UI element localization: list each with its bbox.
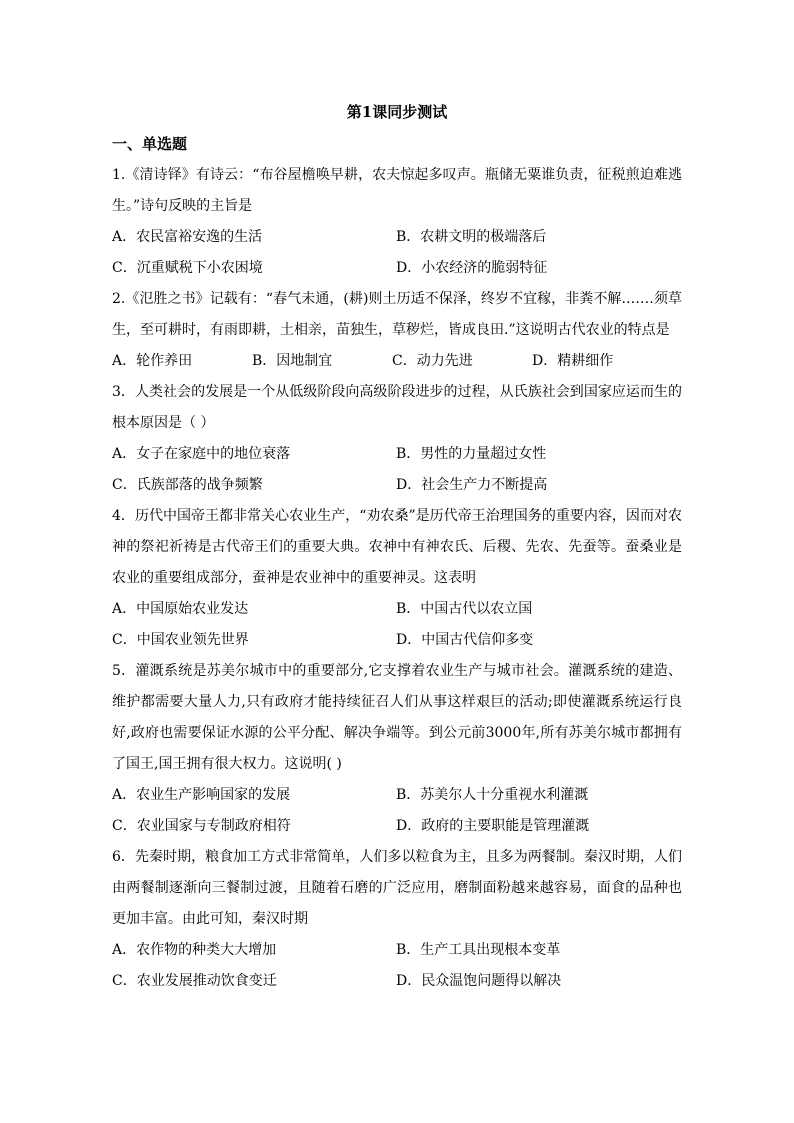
question-5	[112, 656, 682, 842]
question-2	[112, 284, 682, 377]
question-stem: 6．先秦时期，粮食加工方式非常简单，人们多以粒食为主，且多为两餐制。秦汉时期，人们由两餐制逐渐向三餐制过渡，且随着石磨的广泛应用，磨制面粉越来越容易，面食的品种也更加丰富。由此可知，秦汉时期	[112, 849, 682, 927]
option-d: D．小农经济的脆弱特征	[396, 260, 548, 276]
option-c: C．中国农业领先世界	[112, 632, 249, 648]
options	[112, 935, 682, 997]
option-b: B．苏美尔人十分重视水利灌溉	[396, 787, 589, 803]
question-stem: 5．灌溉系统是苏美尔城市中的重要部分,它支撑着农业生产与城市社会。灌溉系统的建造、维护都需要大量人力,只有政府才能持续征召人们从事这样艰巨的活动;即使灌溉系统运行良好,政府也需要保证水源的公平分配、解决争端等。到公元前3000年,所有苏美尔城市都拥有了国王,国王拥有很大权力。这说明( )	[112, 663, 682, 772]
options	[112, 780, 682, 842]
options	[112, 594, 682, 656]
option-c: C．农业国家与专制政府相符	[112, 818, 291, 834]
option-d: D．民众温饱问题得以解决	[396, 973, 562, 989]
options	[112, 222, 682, 284]
option-c: C．农业发展推动饮食变迁	[112, 973, 277, 989]
option-b: B．生产工具出现根本变革	[396, 942, 561, 958]
page-title: 第1课同步测试	[346, 103, 448, 121]
option-a: A．农作物的种类大大增加	[112, 942, 277, 958]
question-stem: 3．人类社会的发展是一个从低级阶段向高级阶段进步的过程，从氏族社会到国家应运而生的根本原因是（ ）	[112, 384, 682, 431]
option-c: C．氏族部落的战争频繁	[112, 477, 263, 493]
option-b: B．中国古代以农立国	[396, 601, 533, 617]
option-a: A．中国原始农业发达	[112, 601, 249, 617]
option-d: D．社会生产力不断提高	[396, 477, 548, 493]
option-d: D．政府的主要职能是管理灌溉	[396, 818, 590, 834]
question-list	[112, 160, 682, 997]
options	[112, 346, 682, 377]
option-c: C．动力先进	[392, 353, 473, 369]
section-heading: 一、单选题	[112, 135, 188, 153]
question-stem: 2.《氾胜之书》记载有：“春气未通，(耕)则土历适不保泽，终岁不宜稼，非粪不解.……须草生，至可耕时，有雨即耕，土相亲，苗独生，草秽烂，皆成良田.”这说明古代农业的特点是	[112, 291, 682, 338]
option-b: B．因地制宜	[252, 353, 333, 369]
question-3	[112, 377, 682, 501]
question-6	[112, 842, 682, 997]
question-stem: 1.《清诗铎》有诗云：“布谷屋檐唤早耕，农夫惊起多叹声。瓶储无粟谁负责，征税煎迫难逃生。”诗句反映的主旨是	[112, 167, 682, 214]
option-d: D．精耕细作	[532, 353, 614, 369]
option-a: A．女子在家庭中的地位衰落	[112, 446, 291, 462]
question-stem: 4．历代中国帝王都非常关心农业生产，“劝农桑”是历代帝王治理国务的重要内容，因而对农神的祭祀祈祷是古代帝王们的重要大典。农神中有神农氏、后稷、先农、先蚕等。蚕桑业是农业的重要组成部分，蚕神是农业神中的重要神灵。这表明	[112, 508, 682, 586]
option-a: A．轮作养田	[112, 353, 193, 369]
option-b: B．男性的力量超过女性	[396, 446, 547, 462]
option-b: B．农耕文明的极端落后	[396, 229, 547, 245]
question-4	[112, 501, 682, 656]
option-a: A．农业生产影响国家的发展	[112, 787, 291, 803]
option-a: A．农民富裕安逸的生活	[112, 229, 263, 245]
option-d: D．中国古代信仰多变	[396, 632, 534, 648]
question-1	[112, 160, 682, 284]
options	[112, 439, 682, 501]
option-c: C．沉重赋税下小农困境	[112, 260, 263, 276]
